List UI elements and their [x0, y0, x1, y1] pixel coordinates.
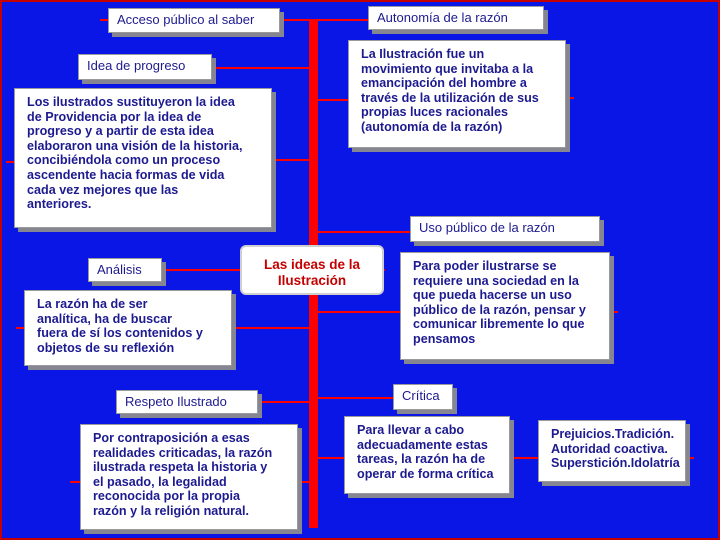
node-text: Prejuicios.Tradición. Autoridad coactiva. Superstición.Idolatría: [551, 427, 680, 471]
node-text: Por contraposición a esas realidades criticadas, la razón ilustrada respeta la historia y el pasado, la legalidad reconocida por la propia razón y la religión natural.: [93, 431, 273, 518]
node-title: Acceso público al saber: [117, 12, 255, 27]
node-analisis-text: [24, 290, 232, 366]
node-text: La Ilustración fue un movimiento que invitaba a la emancipación del hombre a través de la utilización de sus propias luces racionales (autonomía de la razón): [361, 47, 539, 134]
node-respeto-text: [80, 424, 298, 530]
node-uso-text: [400, 252, 610, 360]
node-prejuicios: [538, 420, 686, 482]
node-critica-text: [344, 416, 510, 494]
node-title: Uso público de la razón: [419, 220, 555, 235]
node-autonomia: [368, 6, 544, 30]
node-progreso-text: [14, 88, 272, 228]
node-respeto: [116, 390, 258, 414]
node-title: Análisis: [97, 262, 142, 277]
node-text: Para llevar a cabo adecuadamente estas tareas, la razón ha de operar de forma crítica: [357, 423, 494, 481]
node-analisis: [88, 258, 162, 282]
node-title: Autonomía de la razón: [377, 10, 508, 25]
central-topic: Las ideas de la Ilustración: [240, 245, 384, 295]
node-critica: [393, 384, 453, 410]
node-text: Los ilustrados sustituyeron la idea de Providencia por la idea de progreso y a partir de esta idea elaboraron una visión de la historia, concibiéndola como un proceso ascendente hacia formas de vida cada vez mejores que las anteriores.: [27, 95, 243, 212]
node-text: Para poder ilustrarse se requiere una sociedad en la que pueda hacerse un uso público de la razón, pensar y comunicar libremente lo que pensamos: [413, 259, 586, 346]
node-uso-publico: [410, 216, 600, 242]
node-autonomia-text: [348, 40, 566, 148]
node-title: Crítica: [402, 388, 440, 403]
node-title: Respeto Ilustrado: [125, 394, 227, 409]
node-acceso-publico: [108, 8, 280, 33]
node-progreso: [78, 54, 212, 80]
node-text: La razón ha de ser analítica, ha de buscar fuera de sí los contenidos y objetos de su reflexión: [37, 297, 203, 355]
node-title: Idea de progreso: [87, 58, 186, 73]
